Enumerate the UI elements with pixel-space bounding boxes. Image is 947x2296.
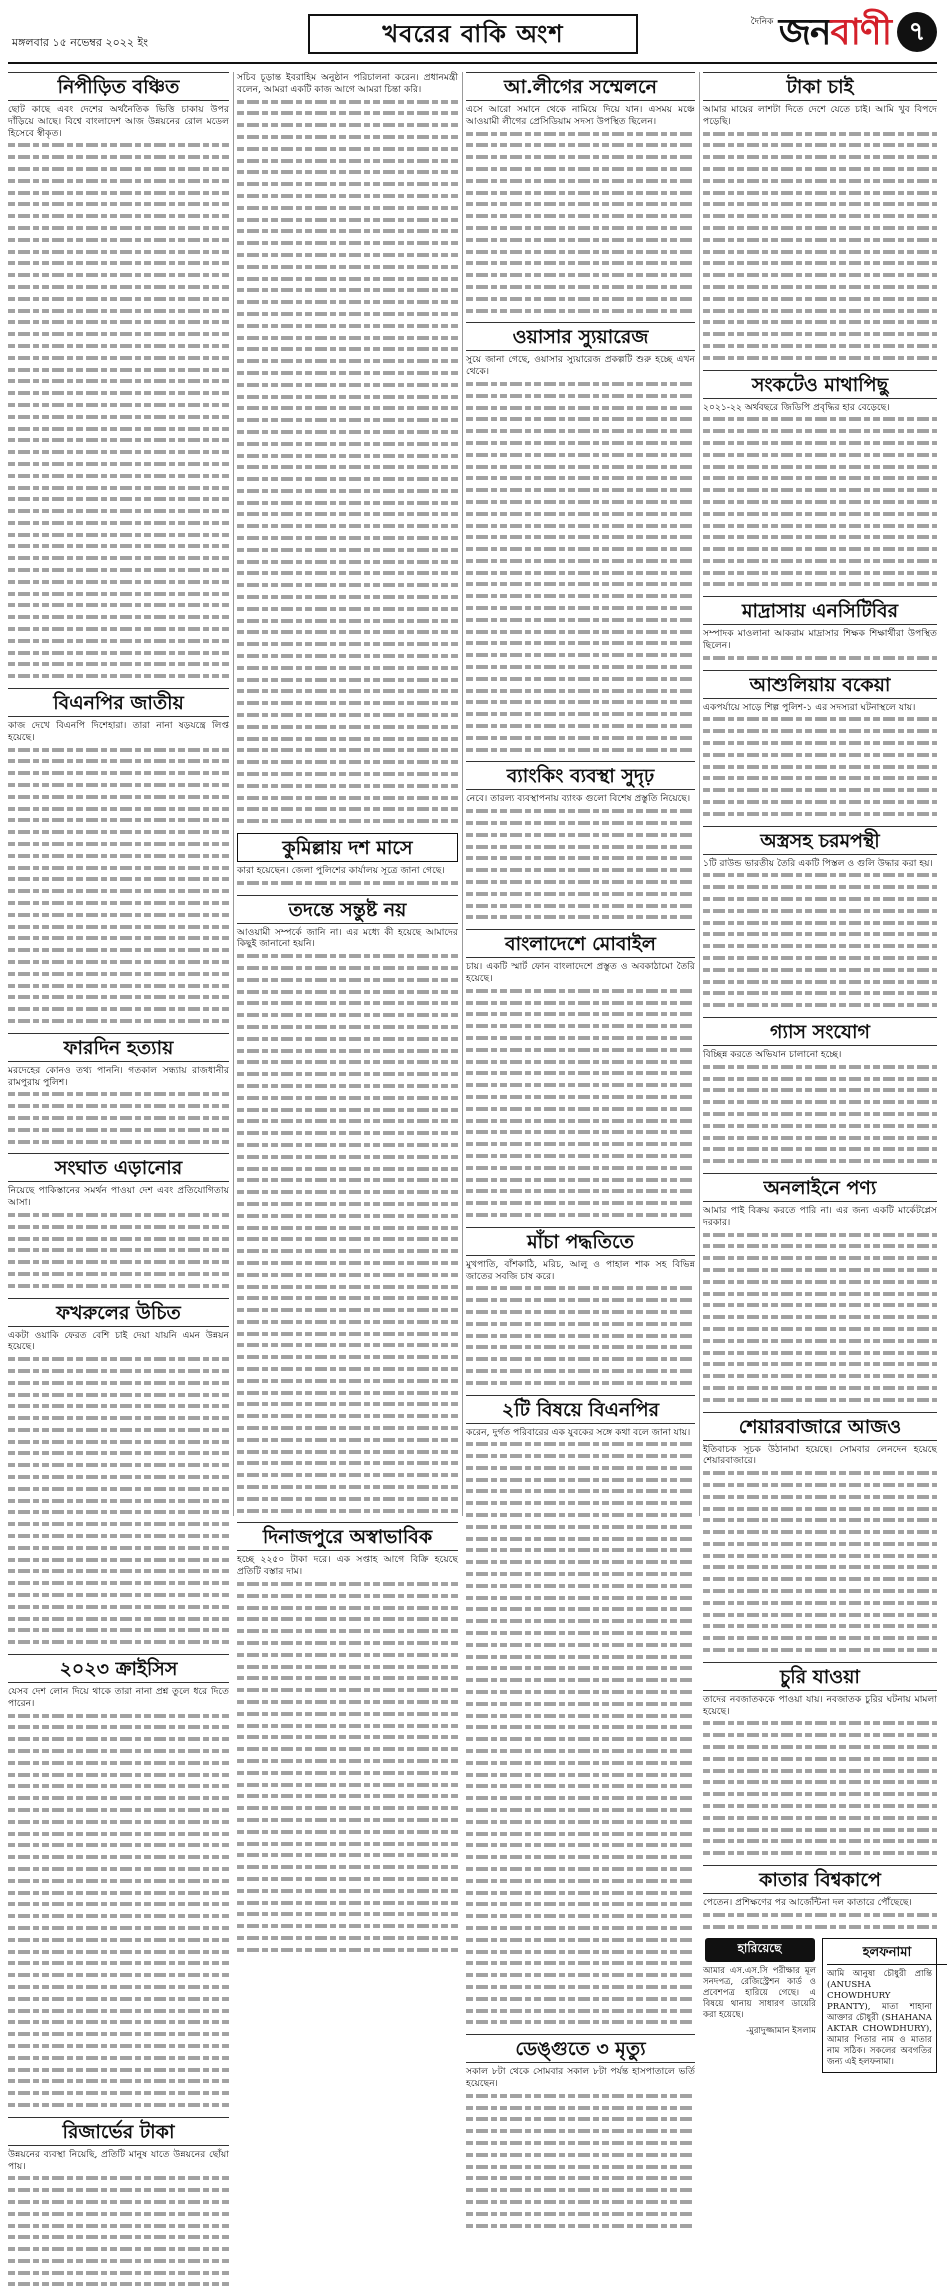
- article-body: [466, 1259, 695, 1389]
- news-article: [8, 1153, 229, 1291]
- lost-notice-title: হারিয়েছে: [705, 1938, 815, 1962]
- article-lead-text: আমার পাই বিক্রয় করতে পারি না। এর জন্য একটি মার্কেটপ্লেস দরকার।: [703, 1204, 937, 1228]
- article-lead-text: সচিব চূড়ান্ত ইবরাহিম অনুষ্ঠান পরিচালনা করেন। প্রধানমন্ত্রী বলেন, আমরা একটি কাজ আগে আমরা চিন্তা করি।: [237, 72, 458, 95]
- article-headline: দিনাজপুরে অস্বাভাবিক: [237, 1522, 458, 1551]
- column-divider: [699, 72, 700, 1516]
- column-divider: [462, 72, 463, 1516]
- column-d: [703, 72, 937, 2088]
- article-body: [703, 402, 937, 591]
- article-lead-text: সুয়ে জানা গেছে, ওয়াসার স্যুয়ারেজ প্রকল্পটি শুরু হচ্ছে এখন থেকে।: [466, 354, 695, 378]
- news-article: [703, 670, 937, 820]
- article-headline: টাকা চাই: [703, 72, 937, 101]
- column-divider: [233, 72, 234, 1516]
- article-body: [466, 2066, 695, 2231]
- article-text-lines: [8, 1088, 229, 1147]
- article-headline: অনলাইনে পণ্য: [703, 1173, 937, 1202]
- article-headline: ডেঙ্গুতে ৩ মৃত্যু: [466, 2034, 695, 2063]
- article-body: [703, 104, 937, 364]
- article-lead-text: সকাল ৮টা থেকে সোমবার সকাল ৮টা পর্যন্ত হাসপাতালে ভর্তি হয়েছেন।: [466, 2066, 695, 2089]
- article-body: [703, 1897, 937, 1932]
- article-lead-text: করেন, দুর্গত পরিবারের এক যুবকের সঙ্গে কথা বলে জানা যায়।: [466, 1426, 691, 1438]
- news-article: [703, 1412, 937, 1656]
- article-lead-text: এসে আরো সমানে থেকে নামিয়ে দিয়ে যান। এসময় মঞ্চে আওয়ামী লীগের প্রেসিডিয়াম সদস্য উপস্থিত ছিলেন।: [466, 104, 695, 127]
- article-headline: রিজার্ভের টাকা: [8, 2117, 229, 2146]
- news-article: [237, 833, 458, 889]
- article-lead-text: ইতিবাচক সূচক উঠানামা হয়েছে। সোমবার লেনদেন হয়েছে শেয়ারবাজারে।: [703, 1443, 937, 1467]
- news-article: [703, 1662, 937, 1859]
- article-lead-text: নিয়েছে পাকিস্তানের সমর্থন পাওয়া দেশ এবং প্রতিযোগিতায় আসা।: [8, 1185, 229, 1209]
- news-article: [703, 1173, 937, 1406]
- article-body: [703, 1049, 937, 1167]
- article-body: [8, 720, 229, 1027]
- article-text-lines: [703, 652, 937, 664]
- article-headline: ফখরুলের উচিত: [8, 1298, 229, 1327]
- news-article: [8, 1654, 229, 2111]
- article-body: [8, 2149, 229, 2291]
- logo-prefix: দৈনিক: [750, 17, 774, 27]
- article-text-lines: [466, 2090, 695, 2232]
- lost-notice-text: আমার এস.এস.সি পরীক্ষার মূল সনদপত্র, রেজিস্ট্রেশন কার্ড ও প্রবেশপত্র হারিয়ে গেছে। এ বিষয়ে থানায় সাধারণ ডায়েরি করা হয়েছে।: [703, 1966, 816, 2021]
- article-body: [8, 1185, 229, 1291]
- article-lead-text: সম্পাদক মাওলানা আকরাম মাদ্রাসার শিক্ষক শিক্ষার্থীরা উপস্থিত ছিলেন।: [703, 628, 937, 652]
- article-headline: শেয়ারবাজারে আজও: [703, 1412, 937, 1441]
- article-headline: ওয়াসার স্যুয়ারেজ: [466, 322, 695, 351]
- article-text-lines: [8, 1209, 229, 1292]
- article-lead-text: আমার মায়ের লাশটা দিতে দেশে যেতে চাই। আমি খুব বিপদে পড়েছি।: [703, 104, 937, 127]
- article-lead-text: মরদেহের কোনও তথ্য পাননি। গতকাল সন্ধ্যায় রাজধানীর রামপুরায় পুলিশ।: [8, 1064, 229, 1088]
- article-body: [237, 927, 458, 1517]
- article-text-lines: [703, 1717, 937, 1859]
- issue-date: মঙ্গলবার ১৫ নভেম্বর ২০২২ ইং: [12, 36, 149, 49]
- article-headline: ২০২৩ ক্রাইসিস: [8, 1654, 229, 1683]
- section-title: খবরের বাকি অংশ: [308, 14, 638, 54]
- article-lead-text: আওয়ামী সম্পর্কে জানি না। এর মধ্যে কী হয়েছে আমাদের কিছুই জানানো হয়নি।: [237, 926, 458, 950]
- article-body: [466, 104, 695, 316]
- column-b: [237, 72, 458, 1962]
- article-headline: ফারদিন হত্যায়: [8, 1033, 229, 1062]
- article-text-lines: [703, 1229, 937, 1406]
- affidavit-title: হলফনামা: [827, 1943, 947, 1965]
- article-text-lines: [466, 805, 695, 923]
- article-body: [466, 354, 695, 755]
- article-text-lines: [237, 1578, 458, 1956]
- article-text-lines: [8, 2172, 229, 2290]
- news-article: [8, 72, 229, 682]
- article-text-lines: [466, 378, 695, 756]
- article-text-lines: [8, 139, 229, 682]
- newspaper-page: [8, 6, 937, 2172]
- article-text-lines: [237, 950, 458, 1516]
- news-article: [8, 688, 229, 1027]
- article-body: [237, 72, 458, 827]
- article-headline: ব্যাংকিং ব্যবস্থা সুদৃঢ়: [466, 761, 695, 790]
- article-body: [703, 858, 937, 1011]
- article-body: [8, 104, 229, 682]
- article-headline: আ.লীগের সম্মেলনে: [466, 72, 695, 101]
- news-article: [466, 929, 695, 1221]
- news-article: [466, 1227, 695, 1389]
- news-article: [8, 1033, 229, 1148]
- article-body: [703, 1694, 937, 1859]
- news-article: [237, 1522, 458, 1955]
- article-lead-text: উন্নয়নের ব্যবস্থা নিয়েছি, প্রতিটি মানুষ যাতে উন্নয়নের ছোঁয়া পায়।: [8, 2148, 229, 2172]
- article-lead-text: মুখপাতি, বাঁশকাঠি, মরিচ, আলু ও পাহাল শাক সহ বিভিন্ন জাতের সবজি চাষ করে।: [466, 1258, 695, 1282]
- article-body: [237, 1554, 458, 1955]
- article-headline: কাতার বিশ্বকাপে: [703, 1865, 937, 1894]
- article-text-lines: [237, 877, 458, 889]
- article-body: [8, 1686, 229, 2111]
- article-text-lines: [466, 1282, 695, 1388]
- article-body: [703, 1205, 937, 1406]
- article-lead-text: চায়। একটি স্মার্ট ফোন বাংলাদেশে প্রস্তুত ও অবকাঠামো তৈরি হয়েছে।: [466, 961, 695, 984]
- column-c: [466, 72, 695, 2237]
- article-text-lines: [703, 1909, 937, 1933]
- article-headline: মাঁচা পদ্ধতিতে: [466, 1227, 695, 1256]
- article-body: [466, 1427, 695, 2029]
- article-text-lines: [703, 869, 937, 1011]
- affidavit-notice: [822, 1938, 937, 2073]
- article-text-lines: [466, 1438, 695, 2028]
- news-article: [237, 895, 458, 1517]
- article-text-lines: [703, 413, 937, 590]
- news-article: [466, 2034, 695, 2231]
- logo-part-2: বাণী: [830, 12, 891, 53]
- article-text-lines: [8, 1353, 229, 1648]
- page-number-badge: ৭: [897, 12, 937, 52]
- article-headline: বাংলাদেশে মোবাইল: [466, 929, 695, 958]
- article-headline: গ্যাস সংযোগ: [703, 1017, 937, 1046]
- article-lead-text: একটা ওয়াকি ফেরত বেশি চাই দেয়া যায়নি এমন উন্নয়ন হয়েছে।: [8, 1329, 229, 1353]
- article-lead-text: ছোট কাছে এবং দেশের অর্থনৈতিক ভিত্তি চাকায় উপর দাঁড়িয়ে আছে। বিশ্বে বাংলাদেশ আজ উন্নয়নের রোল মডেল হিসেবে স্বীকৃত।: [8, 104, 229, 139]
- column-a: [8, 72, 229, 2296]
- article-headline: বিএনপির জাতীয়: [8, 688, 229, 717]
- newspaper-logo: [750, 12, 891, 54]
- article-body: [466, 793, 695, 923]
- article-text-lines: [703, 1467, 937, 1656]
- article-text-lines: [703, 128, 937, 364]
- article-lead-text: ১টি রাউন্ড ভারতীয় তৈরি একটি পিস্তল ও গুলি উদ্ধার করা হয়।: [703, 857, 933, 869]
- article-body: [466, 961, 695, 1221]
- article-lead-text: ২০২১-২২ অর্থবছরে জিডিপি প্রবৃদ্ধির হার বেড়েছে।: [703, 401, 890, 413]
- article-text-lines: [8, 744, 229, 1027]
- lost-notice-signature: -মুরাদুজ্জামান ইসলাম: [746, 2026, 816, 2037]
- article-headline: সংঘাত এড়ানোর: [8, 1153, 229, 1182]
- article-lead-text: হচ্ছে ২২৫০ টাকা দরে। এক সপ্তাহ আগে বিক্রি হয়েছে প্রতিটি বস্তার দাম।: [237, 1554, 458, 1578]
- article-lead-text: কাজ দেখে বিএনপি দিশেহারা। তারা নানা ষড়যন্ত্রে লিপ্ত হয়েছে।: [8, 720, 229, 743]
- article-lead-text: তাদের নবজাতককে পাওয়া যায়। নবজাতক চুরির ঘটনায় মামলা হয়েছে।: [703, 1693, 937, 1717]
- article-text-lines: [466, 128, 695, 317]
- logo-part-1: জন: [778, 12, 831, 53]
- article-body: [703, 702, 937, 820]
- article-body: [8, 1065, 229, 1148]
- news-article: [8, 2117, 229, 2291]
- article-headline: অস্ত্রসহ চরমপন্থী: [703, 826, 937, 855]
- news-article: [466, 761, 695, 923]
- news-article: [8, 1298, 229, 1649]
- article-headline: মাদ্রাসায় এনসিটিবির: [703, 596, 937, 625]
- article-lead-text: পেতেন। প্রশিক্ষণের পর আর্জেন্টিনা দল কাতারে পৌঁছেছে।: [703, 1897, 912, 1909]
- news-article: [237, 72, 458, 827]
- news-article: [466, 72, 695, 316]
- article-body: [703, 1444, 937, 1656]
- news-article: [466, 322, 695, 755]
- news-article: [466, 1395, 695, 2029]
- article-headline: তদন্তে সন্তুষ্ট নয়: [237, 895, 458, 924]
- news-article: [703, 826, 937, 1011]
- affidavit-text: আমি আনুষা চৌধুরী প্রান্তি (ANUSHA CHOWDHURY PRANTY), মাতা শাহানা আক্তার চৌধুরী (SHAHANA AKTAR CHOWDHURY), আমার পিতার নাম ও মাতার নাম সঠিক। সকলের অবগতির জন্য এই হলফনামা।: [827, 1969, 932, 2068]
- article-headline: আশুলিয়ায় বকেয়া: [703, 670, 937, 699]
- article-lead-text: নেবে। তারল্য ব্যবস্থাপনায় ব্যাংক গুলো বিশেষ প্রস্তুতি নিয়েছে।: [466, 793, 691, 805]
- article-lead-text: একপর্যায়ে সাড়ে শিল্প পুলিশ-১ এর সদস্যরা ঘটনাস্থলে যায়।: [703, 701, 916, 713]
- article-body: [703, 628, 937, 663]
- news-article: [703, 1865, 937, 1932]
- article-text-lines: [237, 96, 458, 827]
- article-headline: সংকটেও মাথাপিছু: [703, 370, 937, 399]
- masthead: [8, 6, 937, 64]
- article-headline: চুরি যাওয়া: [703, 1662, 937, 1691]
- article-headline: কুমিল্লায় দশ মাসে: [237, 833, 458, 862]
- article-text-lines: [703, 713, 937, 819]
- article-headline: ২টি বিষয়ে বিএনপির: [466, 1395, 695, 1424]
- classified-notices: [703, 1938, 937, 2088]
- news-article: [703, 72, 937, 364]
- news-article: [703, 370, 937, 591]
- article-text-lines: [703, 1061, 937, 1167]
- news-article: [703, 596, 937, 663]
- article-text-lines: [466, 985, 695, 1221]
- article-lead-text: কারা হয়েছেন। জেলা পুলিশের কার্যালয় সূত্রে জানা গেছে।: [237, 865, 445, 876]
- news-article: [703, 1017, 937, 1167]
- article-lead-text: যেসব দেশ লোন দিয়ে থাকে তারা নানা প্রশ্ন তুলে ধরে দিতে পারেন।: [8, 1686, 229, 1709]
- article-headline: নিপীড়িত বঞ্চিত: [8, 72, 229, 101]
- article-body: [237, 865, 458, 889]
- article-body: [8, 1330, 229, 1649]
- article-lead-text: বিচ্ছিন্ন করতে অভিযান চালানো হচ্ছে।: [703, 1049, 842, 1060]
- article-text-lines: [8, 1710, 229, 2111]
